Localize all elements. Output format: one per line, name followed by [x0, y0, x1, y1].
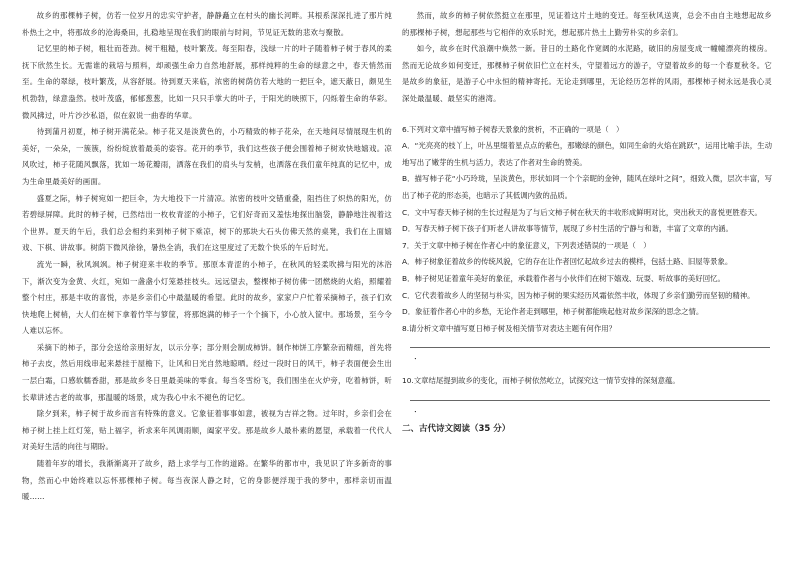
question-7-option-b: B．柿子树见证着童年美好的象征，承载着作者与小伙伴们在树下嬉戏、玩耍、听故事的美好回忆。: [402, 273, 725, 283]
passage-paragraph-6: 采摘下的柿子，部分会送给亲朋好友，以示分享；部分则会制成柿饼。制作柿饼工序繁杂而精细，首先将柿子去皮，然后用线串起来悬挂于屋檐下，让风和日光自然地晾晒。经过一段时日的风干，柿子表面便会生出一层白霜，口感软糯香甜，那是故乡冬日里最美味的零食。每当冬雪纷飞，我们围坐在火炉旁，吃着柿饼，听长辈讲述古老的故事，那温暖的场景，成为我心中永不褪色的记忆。: [22, 342, 392, 402]
question-6-option-a: A．“光亮亮的枝丫上，叶丛里缀着星点点的紫色，那嫩绿的颜色，如同生命的火焰在跳跃”，运用比喻手法，生动地写出了嫩芽的生机与活力，表达了作者对生命的赞美。: [402, 141, 772, 167]
passage-paragraph-4: 盛夏之际，柿子树宛如一把巨伞，为大地投下一片清凉。浓密的枝叶交错重叠，阻挡住了炽热的阳光，仿若碧绿屏障。此时的柿子树，已然结出一枚枚青涩的小柿子，它们好奇而又羞怯地探出脑袋，静静地注视着这个世界。夏天的午后，我们总会相约来到柿子树下乘凉，树下的那块大石头仿佛天然的桌凳，我们在上面嬉戏、下棋、讲故事。树荫下微风徐徐，暑热全消，我们在这里度过了无数个快乐的午后时光。: [22, 193, 392, 253]
question-7-option-c: C．它代表着故乡人的坚韧与朴实，因为柿子树的果实经历风霜依然丰收，体现了乡亲们勤劳而坚韧的精神。: [402, 290, 755, 300]
question-6-option-c: C．文中写春天柿子树的生长过程是为了与后文柿子树在秋天的丰收形成鲜明对比，突出秋天的喜悦更胜春天。: [402, 207, 762, 217]
passage-paragraph-2: 记忆里的柿子树，粗壮而苍劲。树干粗糙，枝叶繁茂。每至阳春，浅绿一片的叶子随着柿子树于春风的柔抚下欣然生长。无需谁的栽培与照料，却顽强生命力自然地舒展，那样纯粹的生命的绿意之中，春天悄然而至。生命的翠绿，枝叶繁茂，从容舒展。待到夏天来临，浓密的树荫仿若大地的一把巨伞，遮天蔽日，颇见生机勃勃，绿意盎然。枝叶茂盛，郁郁葱葱，比如一只只手掌大的叶子，于阳光的映照下，闪烁着生命的华彩。微风拂过，叶片沙沙私语，似在叙说一曲春的华章。: [22, 44, 392, 120]
section-heading-classical-poetry: 二、古代诗文阅读（35 分）: [402, 423, 511, 434]
question-8-stem: 8.请分析文章中描写夏日柿子树及相关情节对表达主题有何作用？: [402, 323, 616, 333]
question-10-stem: 10.文章结尾提到故乡的变化，而柿子树依然屹立，试探究这一情节安排的深刻意蕴。: [402, 376, 680, 386]
answer-line-q8[interactable]: [402, 337, 772, 363]
question-6-stem: 6.下列对文章中描写柿子树春天景象的赏析，不正确的一项是（ ）: [402, 124, 624, 134]
question-6-option-d: D．写春天柿子树下孩子们听老人讲故事等情节，展现了乡村生活的宁静与和谐，丰富了文章的内涵。: [402, 224, 733, 234]
question-6-option-b: B．描写柿子花“小巧玲珑，呈淡黄色，形状如同一个个亲昵的金钟，随风在绿叶之间”，细致入微，层次丰富，写出了柿子花的形态美，也暗示了其低调内敛的品质。: [402, 174, 772, 200]
question-7-option-a: A．柿子树象征着故乡的传统风貌，它的存在让作者回忆起故乡过去的模样，包括土路、旧屋等景象。: [402, 257, 733, 267]
passage-paragraph-10: 如今，故乡在时代浪潮中焕然一新。昔日的土路化作宽阔的水泥路，破旧的房屋变成一幢幢漂亮的楼房。然而无论故乡如何变迁，那棵柿子树依旧伫立在村头，守望着远方的游子，守望着故乡的每一个春夏秋冬。它是故乡的象征，是游子心中永恒的精神寄托。无论走到哪里，无论经历怎样的风雨，那棵柿子树永远是我心灵深处最温暖、最坚实的港湾。: [402, 44, 772, 103]
reading-passage-column: [22, 8, 392, 506]
passage-paragraph-7: 除夕到来，柿子树于故乡而言有特殊的意义。它象征着事事如意，被视为吉祥之物。过年时，乡亲们会在柿子树上挂上红灯笼，贴上福字，祈求来年风调雨顺，阖家平安。那是故乡人最朴素的愿望，承载着一代代人对美好生活的向往与期盼。: [22, 409, 392, 452]
answer-line-q10[interactable]: [402, 390, 772, 415]
passage-paragraph-5: 流光一瞬，秋风飒飒。柿子树迎来丰收的季节。那原本青涩的小柿子，在秋风的轻柔吹拂与阳光的沐浴下，渐次变为金黄、火红，宛如一盏盏小灯笼悬挂枝头。远远望去，整棵柿子树仿佛一团燃烧的火焰，照耀着整个村庄，那是丰收的喜悦，亦是乡亲们心中最温暖的希望。此时的故乡，家家户户忙着采摘柿子，孩子们欢快地爬上树梢，大人们在树下拿着竹竿与箩筐，将那饱满的柿子一个个摘下，小心放入筐中。那场景，至今令人难以忘怀。: [22, 259, 392, 336]
answer-rule: [410, 400, 770, 401]
answer-dot: ．: [414, 352, 424, 363]
answer-rule: [410, 347, 770, 348]
answer-dot: ．: [414, 404, 424, 415]
passage-paragraph-3: 待到蒲月初夏，柿子树开满花朵。柿子花又是淡黄色的，小巧精致的柿子花朵，在天地间尽情展现生机的美好，一朵朵，一簇簇，纷纷绽放着最美的姿容。花开的季节，我们这些孩子便会围着柿子树欢快地嬉戏。凉风吹过，柿子花随风飘落，犹如一场花瓣雨，洒落在我们的肩头与发梢，也洒落在我们童年纯真的记忆中，成为生命里最美好的画面。: [22, 127, 392, 186]
passage-paragraph-9: 然而，故乡的柿子树依然挺立在那里，见证着这片土地的变迁。每至秋风送爽，总会不由自主地想起故乡的那棵柿子树，想起那些与它相伴的欢乐时光，想起那片热土上勤劳朴实的乡亲们。: [402, 11, 772, 37]
passage-paragraph-8: 随着年岁的增长，我渐渐离开了故乡，踏上求学与工作的道路。在繁华的都市中，我见识了许多新奇的事物，然而心中始终难以忘怀那棵柿子树。每当夜深人静之时，它的身影便浮现于我的梦中，那样亲切而温暖……: [22, 459, 392, 502]
question-7-stem: 7．关于文章中柿子树在作者心中的象征意义，下列表述错误的一项是（ ）: [402, 240, 651, 250]
question-7-option-d: D．象征着作者心中的乡愁，无论作者走到哪里，柿子树都能唤起他对故乡深深的思念之情。: [402, 307, 704, 317]
passage-paragraph-1: 故乡的那棵柿子树，仿若一位岁月的忠实守护者，静静矗立在村头的幽长河畔。其根系深深扎进了那片纯朴热土之中，将那故乡的沧海桑田，扎稳地呈现在我们的眼前与时间，节见证无数的悲欢与聚散。: [22, 11, 392, 37]
questions-column: [402, 8, 772, 434]
